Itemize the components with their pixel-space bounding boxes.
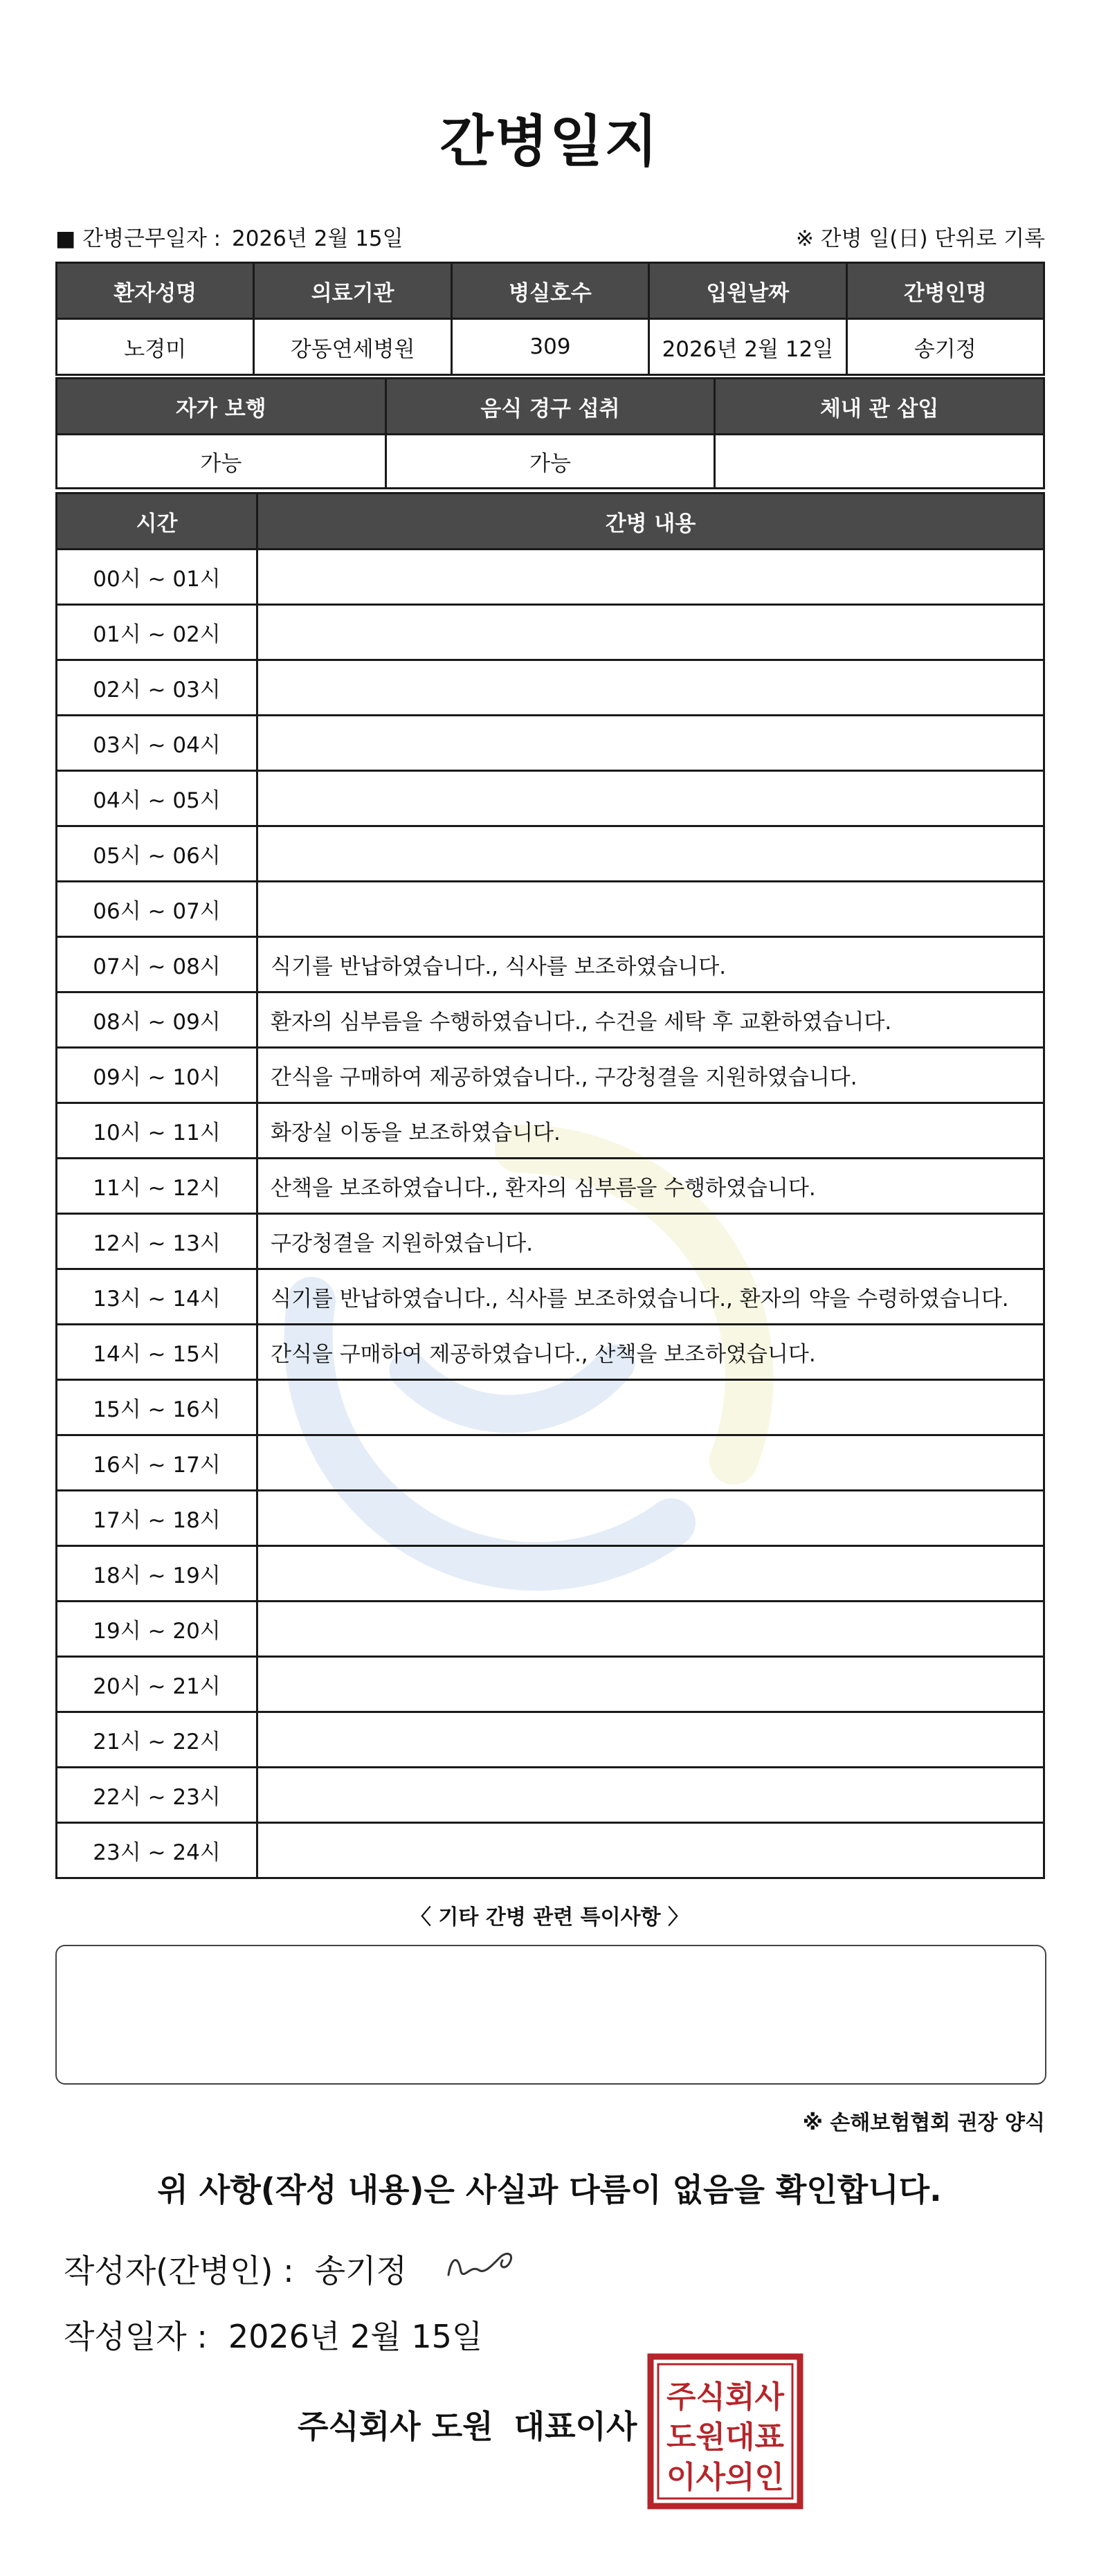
care-note <box>257 716 1044 771</box>
time-slot: 07시 ~ 08시 <box>57 937 257 992</box>
table-row <box>57 550 1044 605</box>
table-row <box>57 882 1044 937</box>
care-note: 간식을 구매하여 제공하였습니다., 산책을 보조하였습니다. <box>257 1325 1044 1380</box>
header-admission-date: 입원날짜 <box>649 263 846 319</box>
time-slot: 19시 ~ 20시 <box>57 1602 257 1657</box>
care-note <box>257 1823 1044 1878</box>
table-row <box>57 716 1044 771</box>
time-slot: 18시 ~ 19시 <box>57 1546 257 1602</box>
header-hospital: 의료기관 <box>254 263 451 319</box>
table-row <box>57 937 1044 992</box>
time-slot: 03시 ~ 04시 <box>57 716 257 771</box>
seal-line-3: 이사의인 <box>666 2460 785 2495</box>
table-row <box>57 826 1044 882</box>
unit-note: ※ 간병 일(日) 단위로 기록 <box>795 226 1045 251</box>
seal-line-1: 주식회사 <box>666 2379 785 2415</box>
time-slot: 01시 ~ 02시 <box>57 605 257 660</box>
care-note <box>257 1546 1044 1602</box>
room-number: 309 <box>451 319 648 375</box>
time-slot: 10시 ~ 11시 <box>57 1103 257 1159</box>
company-line <box>298 2402 637 2447</box>
written-date-value: 2026년 2월 15일 <box>228 2318 483 2355</box>
care-note: 간식을 구매하여 제공하였습니다., 구강청결을 지원하였습니다. <box>257 1048 1044 1103</box>
time-slot: 11시 ~ 12시 <box>57 1159 257 1214</box>
care-note <box>257 771 1044 826</box>
time-slot: 21시 ~ 22시 <box>57 1712 257 1768</box>
time-slot: 16시 ~ 17시 <box>57 1435 257 1491</box>
meta-row <box>55 220 1045 252</box>
time-slot: 05시 ~ 06시 <box>57 826 257 882</box>
seal-line-2: 도원대표 <box>666 2420 785 2455</box>
care-note: 식기를 반납하였습니다., 식사를 보조하였습니다. <box>257 937 1044 992</box>
table-row <box>57 1048 1044 1103</box>
header-self-walking: 자가 보행 <box>57 379 386 435</box>
table-row <box>57 1712 1044 1768</box>
care-note <box>257 605 1044 660</box>
care-note: 식기를 반납하였습니다., 식사를 보조하였습니다., 환자의 약을 수령하였습니다. <box>257 1269 1044 1325</box>
care-schedule-table <box>55 492 1045 1879</box>
table-row <box>57 1269 1044 1325</box>
written-date-label: 작성일자 : <box>64 2318 208 2355</box>
writer-label: 작성자(간병인) : <box>64 2252 294 2289</box>
header-tube-insertion: 체내 관 삽입 <box>715 379 1044 435</box>
time-slot: 06시 ~ 07시 <box>57 882 257 937</box>
care-note <box>257 1435 1044 1491</box>
care-note <box>257 882 1044 937</box>
patient-name: 노경미 <box>57 319 254 375</box>
care-note: 화장실 이동을 보조하였습니다. <box>257 1103 1044 1159</box>
time-slot: 14시 ~ 15시 <box>57 1325 257 1380</box>
table-row <box>57 660 1044 716</box>
care-note <box>257 660 1044 716</box>
table-row <box>57 1546 1044 1602</box>
care-note <box>257 1657 1044 1712</box>
header-time: 시간 <box>57 493 257 550</box>
care-note <box>257 1712 1044 1768</box>
header-patient-name: 환자성명 <box>57 263 254 319</box>
time-slot: 04시 ~ 05시 <box>57 771 257 826</box>
oral-intake-value: 가능 <box>385 435 715 489</box>
remarks-box[interactable] <box>55 1945 1046 2085</box>
signature-scribble <box>443 2237 526 2285</box>
header-care-content: 간병 내용 <box>257 493 1044 550</box>
recommend-note: ※ 손해보험협회 권장 양식 <box>802 2111 1045 2135</box>
admission-date: 2026년 2월 12일 <box>649 319 846 375</box>
table-row <box>57 771 1044 826</box>
patient-ability-table <box>55 377 1045 489</box>
table-row <box>57 1380 1044 1435</box>
care-note <box>257 826 1044 882</box>
table-row <box>57 1768 1044 1823</box>
care-note <box>257 1380 1044 1435</box>
time-slot: 15시 ~ 16시 <box>57 1380 257 1435</box>
confirmation-statement: 위 사항(작성 내용)은 사실과 다름이 없음을 확인합니다. <box>157 2171 942 2208</box>
care-note <box>257 1602 1044 1657</box>
table-row <box>57 1491 1044 1546</box>
table-row <box>57 1214 1044 1269</box>
time-slot: 20시 ~ 21시 <box>57 1657 257 1712</box>
table-row <box>57 1602 1044 1657</box>
hospital: 강동연세병원 <box>254 319 451 375</box>
written-date-line <box>64 2312 482 2357</box>
care-note <box>257 550 1044 605</box>
self-walking-value: 가능 <box>57 435 386 489</box>
company-seal-stamp <box>647 2353 803 2510</box>
writer-name: 송기정 <box>314 2252 407 2289</box>
writer-line <box>64 2246 407 2292</box>
table-row <box>57 1159 1044 1214</box>
work-date-value: 2026년 2월 15일 <box>231 226 403 251</box>
company-name: 주식회사 도원 <box>298 2408 493 2445</box>
company-representative: 대표이사 <box>514 2408 637 2445</box>
time-slot: 09시 ~ 10시 <box>57 1048 257 1103</box>
work-date-label: ■ 간병근무일자 : <box>55 226 221 251</box>
caregiver-name: 송기정 <box>846 319 1044 375</box>
care-note <box>257 1768 1044 1823</box>
time-slot: 22시 ~ 23시 <box>57 1768 257 1823</box>
table-row <box>57 1823 1044 1878</box>
time-slot: 12시 ~ 13시 <box>57 1214 257 1269</box>
patient-info-table <box>55 262 1045 376</box>
table-row <box>57 992 1044 1048</box>
table-row <box>57 1103 1044 1159</box>
remarks-title: 〈 기타 간병 관련 특이사항 〉 <box>410 1905 689 1930</box>
care-note: 구강청결을 지원하였습니다. <box>257 1214 1044 1269</box>
time-slot: 17시 ~ 18시 <box>57 1491 257 1546</box>
header-room-number: 병실호수 <box>451 263 648 319</box>
time-slot: 02시 ~ 03시 <box>57 660 257 716</box>
header-oral-intake: 음식 경구 섭취 <box>385 379 715 435</box>
care-note: 환자의 심부름을 수행하였습니다., 수건을 세탁 후 교환하였습니다. <box>257 992 1044 1048</box>
work-date <box>55 221 408 252</box>
table-row <box>57 1657 1044 1712</box>
table-row <box>57 1325 1044 1380</box>
table-row <box>57 605 1044 660</box>
time-slot: 13시 ~ 14시 <box>57 1269 257 1325</box>
care-note <box>257 1491 1044 1546</box>
time-slot: 08시 ~ 09시 <box>57 992 257 1048</box>
header-caregiver-name: 간병인명 <box>846 263 1044 319</box>
time-slot: 23시 ~ 24시 <box>57 1823 257 1878</box>
time-slot: 00시 ~ 01시 <box>57 550 257 605</box>
tube-insertion-value <box>715 435 1044 489</box>
care-note: 산책을 보조하였습니다., 환자의 심부름을 수행하였습니다. <box>257 1159 1044 1214</box>
table-row <box>57 1435 1044 1491</box>
page-title: 간병일지 <box>439 109 660 174</box>
